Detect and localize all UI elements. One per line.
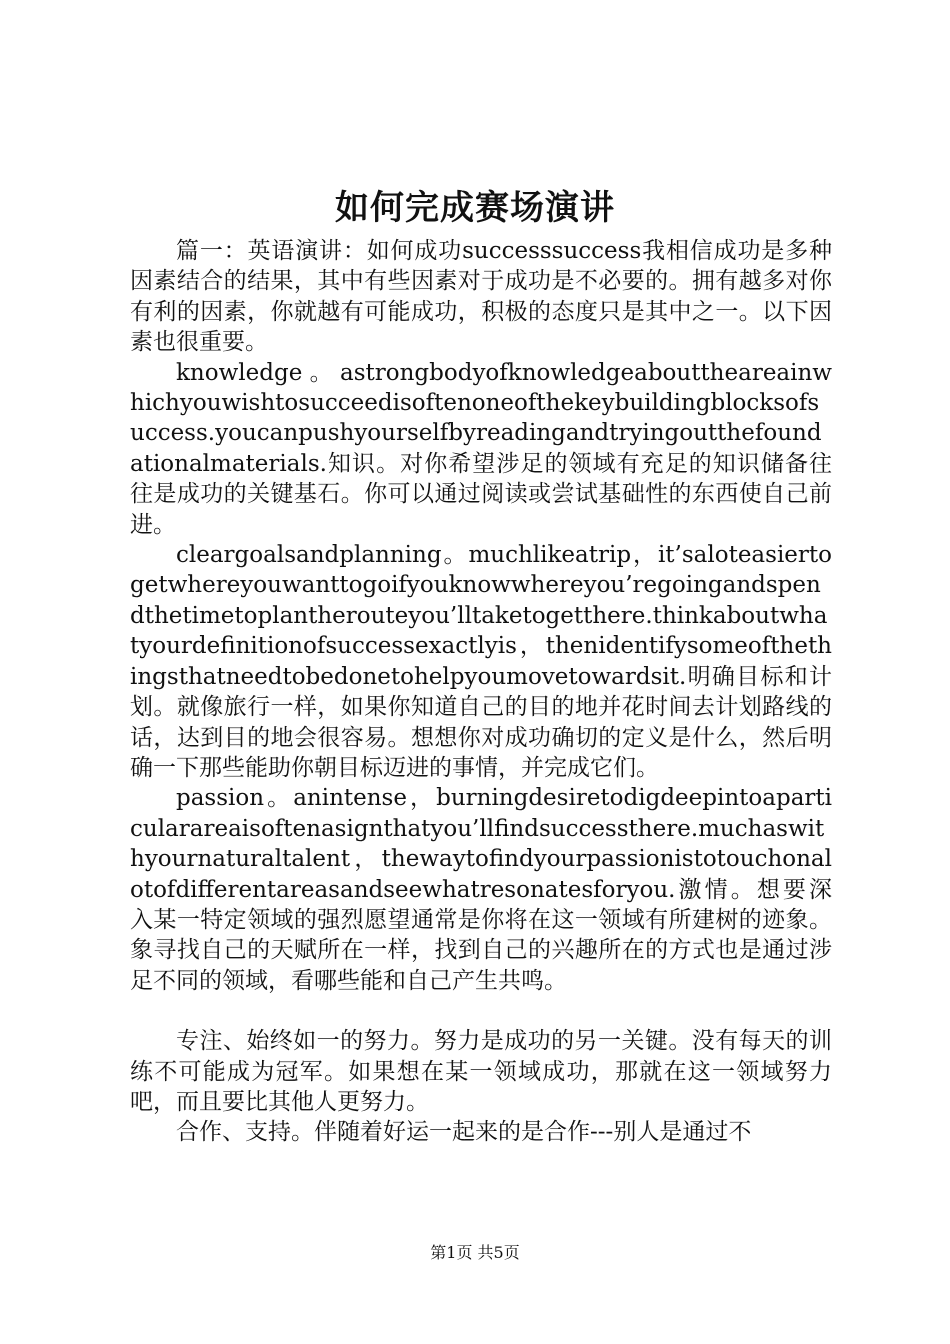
page-number-footer: 第1页 共5页: [430, 1243, 520, 1262]
paragraph-passion: passion。anintense，burningdesiretodigdeepintoaparticularareaisoftenasignthatyou’llfindsuccessthere.muchaswithyournaturaltalent，thewaytofindyourpassionistotouchonalotofdifferentareasandseewhatresonatesforyou.激情。想要深入某一特定领域的强烈愿望通常是你将在这一领域有所建树的迹象。象寻找自己的天赋所在一样，找到自己的兴趣所在的方式也是通过涉足不同的领域，看哪些能和自己产生共鸣。: [130, 785, 832, 994]
paragraph-goals-planning: cleargoalsandplanning。muchlikeatrip，it’saloteasiertogetwhereyouwanttogoifyouknowwhereyou’regoingandspendthetimetoplantherouteyou’lltaketogetthere.thinkaboutwhatyourdefinitionofsuccessexactlyis，thenidentifysomeofthethingsthatneedtobedonetohelpyoumovetowardsit.明确目标和计划。就像旅行一样，如果你知道自己的目的地并花时间去计划路线的话，达到目的地会很容易。想想你对成功确切的定义是什么，然后明确一下那些能助你朝目标迈进的事情，并完成它们。: [130, 542, 832, 781]
paragraph-knowledge: knowledge。astrongbodyofknowledgeabouttheareainwhichyouwishtosucceedisoftenoneofthekeybuildingblocksofsuccess.youcanpushyourselfbyreadingandtryingoutthefoundationalmaterials.知识。对你希望涉足的领域有充足的知识储备往往是成功的关键基石。你可以通过阅读或尝试基础性的东西使自己前进。: [130, 359, 832, 538]
paragraph-intro: 篇一：英语演讲：如何成功successsuccess我相信成功是多种因素结合的结果，其中有些因素对于成功是不必要的。拥有越多对你有利的因素，你就越有可能成功，积极的态度只是其中之一。以下因素也很重要。: [130, 238, 832, 356]
paragraph-cooperation: 合作、支持。伴随着好运一起来的是合作---别人是通过不: [176, 1119, 752, 1146]
paragraph-effort: 专注、始终如一的努力。努力是成功的另一关键。没有每天的训练不可能成为冠军。如果想在某一领域成功，那就在这一领域努力吧，而且要比其他人更努力。: [130, 1028, 832, 1115]
document-body: [130, 236, 832, 1148]
document-title: 如何完成赛场演讲: [335, 188, 615, 228]
